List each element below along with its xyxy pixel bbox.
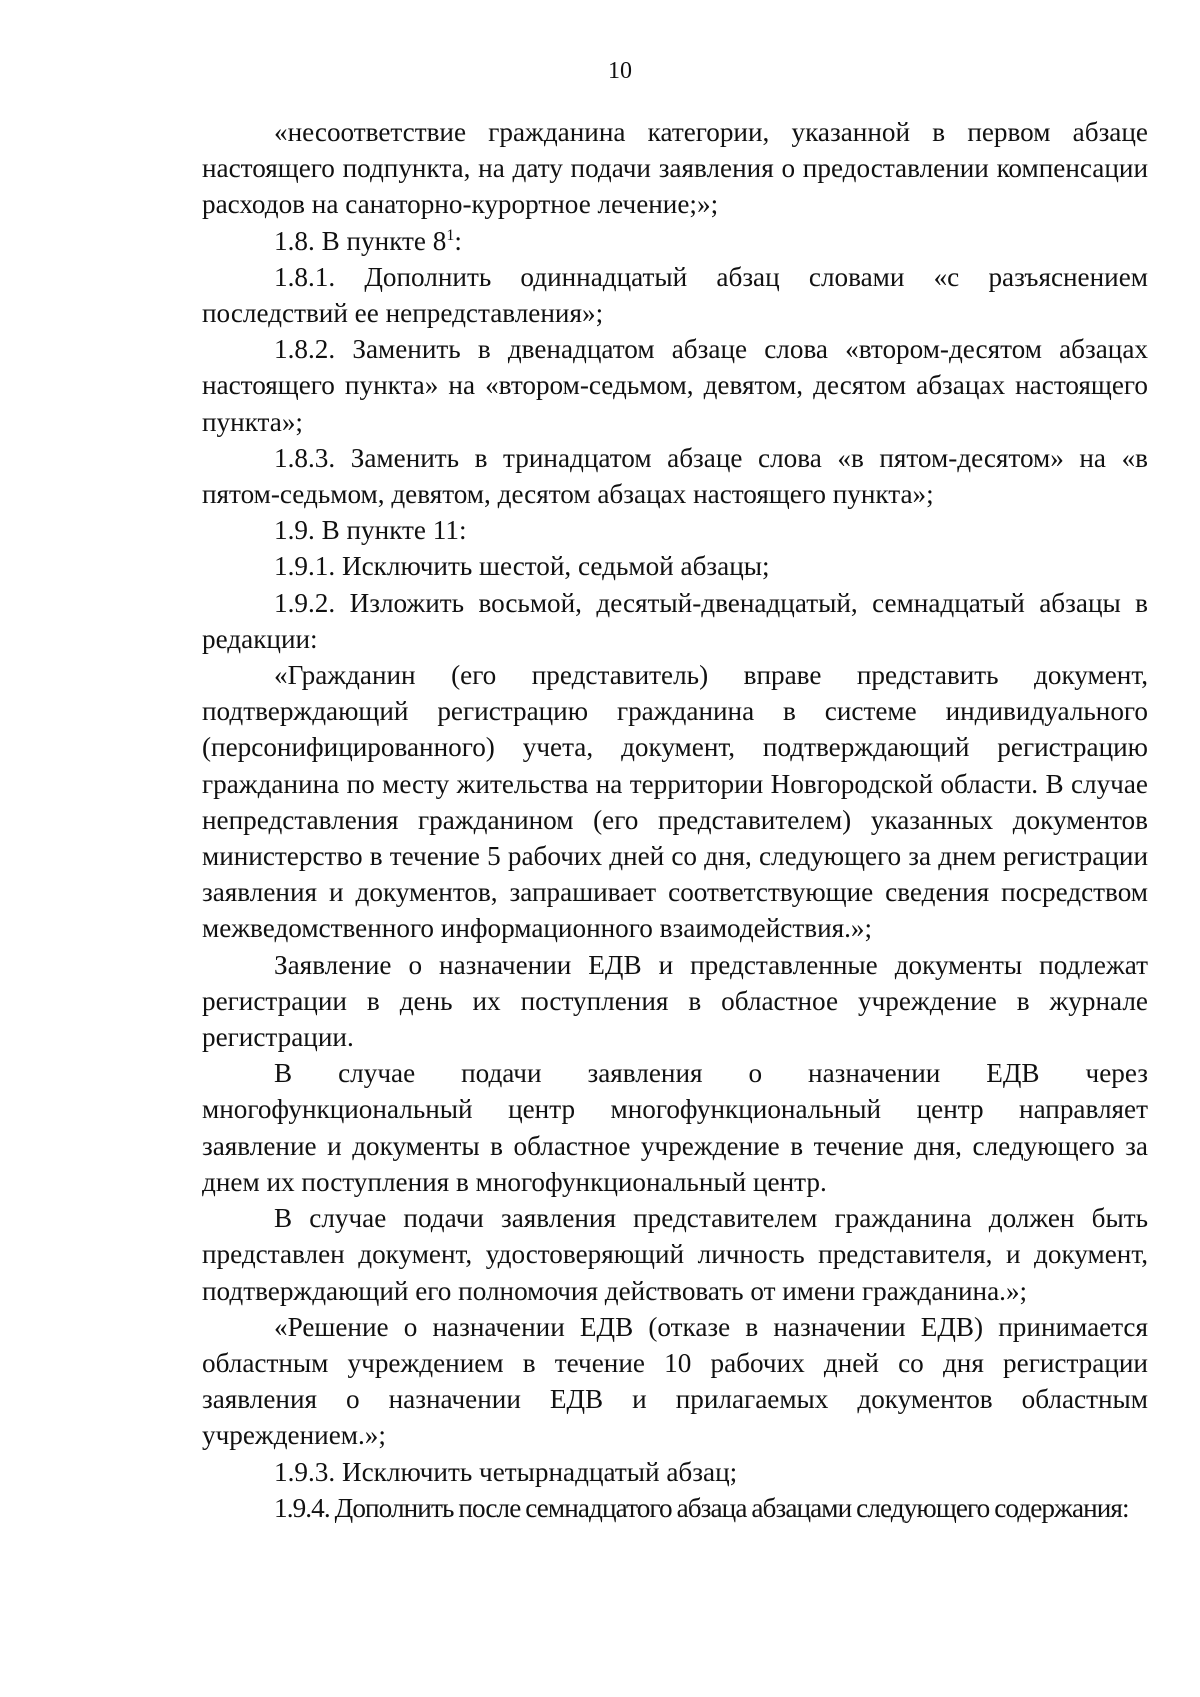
paragraph: 1.8.2. Заменить в двенадцатом абзаце слова «втором-десятом абзацах настоящего пункта» на «втором-седьмом, девятом, десятом абзацах настоящего пункта»; (202, 334, 1148, 437)
paragraph: 1.9. В пункте 11: (274, 515, 467, 546)
superscript: 1 (446, 226, 455, 244)
paragraph: «Гражданин (его представитель) вправе представить документ, подтверждающий регистрацию гражданина в системе индивидуального (персонифицированного) учета, документ, подтверждающий регистрацию гражданина по месту жительства на территории Новгородской области. В случае непредставления гражданином (его представителем) указанных документов министерство в течение 5 рабочих дней со дня, следующего за днем регистрации заявления и документов, запрашивает соответствующие сведения посредством межведомственного информационного взаимодействия.»; (202, 660, 1148, 944)
item-1-8-suffix: : (454, 225, 462, 256)
paragraph: «Решение о назначении ЕДВ (отказе в назначении ЕДВ) принимается областным учреждением в течение 10 рабочих дней со дня регистрации заявления о назначении ЕДВ и прилагаемых документов областным учреждением.»; (202, 1311, 1148, 1451)
paragraph: Заявление о назначении ЕДВ и представленные документы подлежат регистрации в день их поступления в областное учреждение в журнале регистрации. (202, 949, 1148, 1053)
paragraph: 1.8.1. Дополнить одиннадцатый абзац словами «с разъяснением последствий ее непредставления»; (202, 261, 1148, 329)
page-number: 10 (608, 58, 632, 84)
paragraph: 1.8.3. Заменить в тринадцатом абзаце слова «в пятом-десятом» на «в пятом-седьмом, девятом, десятом абзацах настоящего пункта»; (202, 442, 1148, 510)
paragraph: 1.9.1. Исключить шестой, седьмой абзацы; (274, 551, 770, 582)
paragraph: В случае подачи заявления о назначении ЕДВ через многофункциональный центр многофункциональный центр направляет заявление и документы в областное учреждение в течение дня, следующего за днем их поступления в многофункциональный центр. (202, 1058, 1148, 1197)
item-1-8-text: 1.8. В пункте 8 (274, 225, 447, 256)
document-body (202, 114, 1148, 1526)
paragraph: В случае подачи заявления представителем гражданина должен быть представлен документ, удостоверяющий личность представителя, и документ, подтверждающий его полномочия действовать от имени гражданина.»; (202, 1203, 1148, 1306)
paragraph-item-1-8 (202, 223, 1148, 259)
paragraph: 1.9.2. Изложить восьмой, десятый-двенадцатый, семнадцатый абзацы в редакции: (202, 587, 1148, 654)
paragraph: «несоответствие гражданина категории, указанной в первом абзаце настоящего подпункта, на дату подачи заявления о предоставлении компенсации расходов на санаторно-курортное лечение;»; (202, 117, 1148, 220)
paragraph: 1.9.4. Дополнить после семнадцатого абзаца абзацами следующего содержания: (274, 1492, 1129, 1523)
paragraph: 1.9.3. Исключить четырнадцатый абзац; (274, 1456, 738, 1487)
